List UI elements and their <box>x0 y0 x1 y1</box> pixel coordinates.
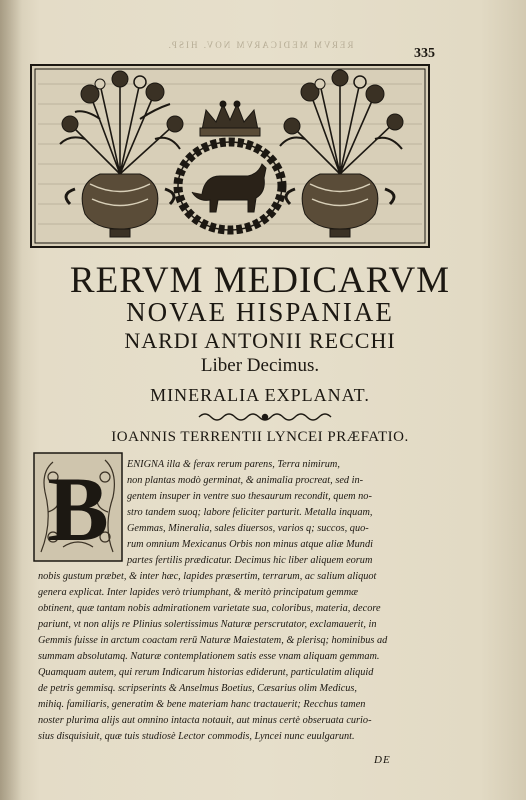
author-line: NARDI ANTONII RECCHI <box>124 328 396 353</box>
body-line-17: noster plurima alijs aut omnino intacta notauit, aut minus certè obseruata curio- <box>38 715 372 726</box>
page-number: 335 <box>414 46 435 61</box>
initial-letter: B <box>47 458 109 560</box>
woodcut-headpiece-illustration <box>30 64 430 248</box>
body-line-5: Gemmas, Mineralia, sales diuersos, varios q; succos, quo- <box>127 523 369 534</box>
book-number: Liber Decimus. <box>200 355 320 376</box>
title-line-1: RERVM MEDICARVM <box>69 260 451 301</box>
body-line-12: Gemmis fuisse in arctum coactam rerū Naturæ Maiestatem, & plerisq; hominibus ad <box>38 635 388 646</box>
body-line-16: mihiq. familiaris, generatim & bene materiam hanc tractauerit; Recchus tamen <box>38 699 366 710</box>
decorated-initial-b <box>33 452 123 562</box>
catchword: DE <box>374 754 391 766</box>
body-line-10: obtinent, quæ tantam nobis admirationem varietate sua, coloribus, materia, decore <box>38 603 381 614</box>
body-line-8: nobis gustum præbet, & inter hæc, lapides præsertim, terrarum, ac salium aliquot <box>38 571 377 582</box>
body-line-11: pariunt, vt non alijs re Plinius solertissimus Naturæ perscrutator, exclamauerit, in <box>38 619 377 630</box>
body-line-15: de petris gemmisq. scripserints & Anselmus Boetius, Cæsarius olim Medicus, <box>38 683 358 694</box>
body-line-6: rum omnium Mexicanus Orbis non minus atque aliæ Mundi <box>127 539 373 550</box>
preface-heading: IOANNIS TERRENTII LYNCEI PRÆFATIO. <box>111 429 409 445</box>
body-line-7: partes fertilis prædicatur. Decimus hic liber aliquem eorum <box>127 555 373 566</box>
body-line-9: genera explicat. Inter lapides verò triumphant, & meritò principatum gemmæ <box>38 587 359 598</box>
title-line-2: NOVAE HISPANIAE <box>126 297 394 327</box>
body-line-14: Quamquam autem, qui rerum Indicarum historias ediderunt, particulatim aliquid <box>38 667 374 678</box>
show-through-running-head: RERVM MEDICARVM NOV. HISP. <box>166 40 354 50</box>
body-line-13: summam absolutamq. Naturæ contemplationem satis esse vnam aliquam gemmam. <box>38 651 380 662</box>
ornamental-divider <box>195 410 335 424</box>
body-line-4: stro tandem suoq; labore feliciter parturit. Metalla inquam, <box>127 507 373 518</box>
body-line-3: gentem insuper in ventre suo thesaurum recondit, quem no- <box>127 491 372 502</box>
body-line-18: sius disquisiuit, quæ tuis studiosè Lector commodis, Lyncei nunc euulgarunt. <box>38 731 355 742</box>
book-subject: MINERALIA EXPLANAT. <box>150 385 370 405</box>
body-line-1: ENIGNA illa & ferax rerum parens, Terra nimirum, <box>127 459 340 470</box>
gutter-shadow <box>0 0 22 800</box>
body-line-2: non plantas modò germinat, & animalia procreat, sed in- <box>127 475 364 486</box>
